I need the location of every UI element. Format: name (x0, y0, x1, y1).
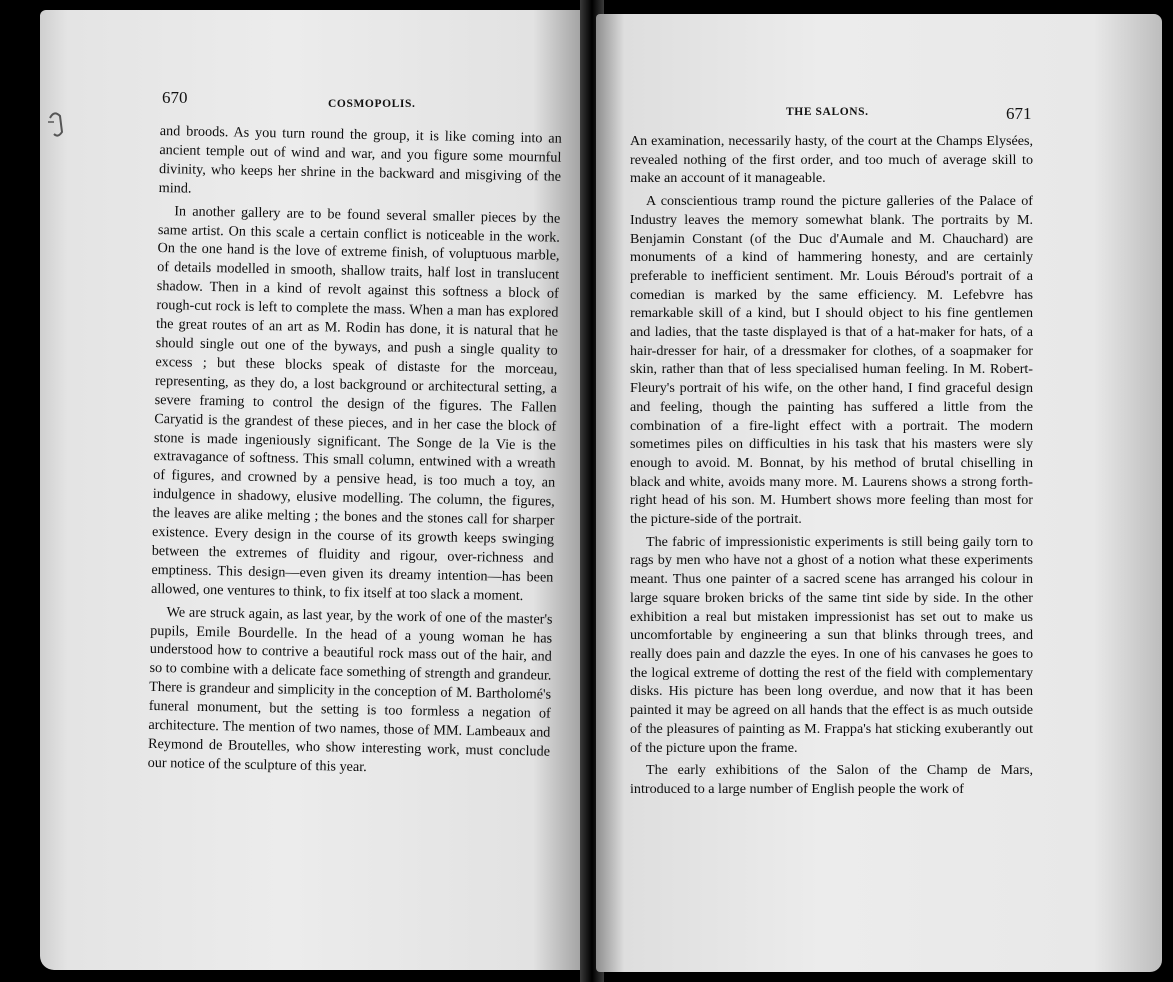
running-head: THE SALONS. (786, 106, 869, 118)
running-head: COSMOPOLIS. (328, 98, 416, 110)
page-clip-mark-icon (46, 108, 70, 142)
paragraph: In another gallery are to be found several smaller pieces by the same artist. On this scale a certain conflict is noticeable in the work. On the one hand is the love of extreme finish, of voluptuous marble, of details modelled in smooth, shallow traits, half lost in translucent shadow. Then in a kind of revolt against this softness a block of rough-cut rock is left to complete the mass. When a man has explored the great routes of an art as M. Rodin has done, it is natural that he should single out one of the byways, and push a single quality to excess ; but these blocks speak of distaste for the morceau, representing, as they do, a lost background or architectural setting, a severe framing to control the design of the figures. The Fallen Caryatid is the grandest of these pieces, and in her case the block of stone is made ingeniously significant. The Songe de la Vie is the extravagance of softness. This small column, entwined with a wreath of figures, and crowned by a pensive head, is too much a toy, an indulgence in shadowy, elusive modelling. The column, the figures, the leaves are alike melting ; the bones and the stones call for sharper existence. Every design in the course of its growth keeps swinging between the extremes of fluidity and rigour, over-richness and emptiness. This design—even given its dreamy intention—has been allowed, one ventures to think, to fix itself at too slack a moment. (150, 202, 561, 604)
paragraph: We are struck again, as last year, by the work of one of the master's pupils, Emile Bourdelle. In the head of a young woman he has understood how to contrive a beautiful rock mass out of the hair, and so to combine with a delicate face something of strength and grandeur. There is grandeur and simplicity in the conception of M. Bartholomé's funeral monument, but the setting is too formless a negation of architecture. The mention of two names, those of MM. Lambeaux and Reymond de Broutelles, who show interesting work, must conclude our notice of the sculpture of this year. (147, 603, 553, 775)
body-text (148, 122, 562, 780)
paragraph: The fabric of impressionistic experiments is still being gaily torn to rags by men who have not a ghost of a notion what these experiments meant. Thus one painter of a sacred scene has arranged his colour in large square broken bricks of the same tint side by side. In the other exhibition a real but mistaken impressionist has set out to make us uncomfortable by engineering a sun that blinks through trees, and really does pain and dazzle the eyes. In one of his canvases he goes to the logical extreme of dotting the rest of the field with complementary disks. His picture has been long overdue, and now that it has been painted it may be agreed on all hands that the effect is as much outside of the pleasures of painting as M. Frappa's hat sticking exuberantly out of the picture upon the frame. (630, 533, 1033, 756)
left-page (40, 10, 588, 970)
paragraph: and broods. As you turn round the group, it is like coming into an ancient temple out of wind and war, and you figure some mournful divinity, who keeps her shrine in the backward and misgiving of the mind. (158, 122, 562, 197)
paragraph: An examination, necessarily hasty, of the court at the Champs Elysées, revealed nothing of the first order, and too much of average skill to make an account of it manageable. (630, 133, 1033, 187)
paragraph: A conscientious tramp round the picture galleries of the Palace of Industry leaves the memory somewhat blank. The portraits by M. Benjamin Constant (of the Duc d'Aumale and M. Chauchard) are monuments of a kind of hammering honesty, and are certainly preferable to inefficient sentiment. Mr. Louis Béroud's portrait of a comedian is marked by the same efficiency. M. Lefebvre has remarkable skill of a kind, but I should object to his fine gentlemen and ladies, that the taste displayed is that of a hat-maker for hats, of a hair-dresser for hair, of a dressmaker for clothes, of a soapmaker for skin, rather than that of less specialised human feeling. In M. Robert-Fleury's portrait of his wife, on the other hand, I find graceful design and feeling, though the painting has suffered a little from the combination of a fire-light effect with a portrait. The modern sometimes piles on difficulties in his task that his masters were sly enough to avoid. M. Bonnat, by his method of brutal chiselling in black and white, avoids many more. M. Laurens shows a strong forth-right head of his son. M. Humbert shows more feeling than most for the picture-side of the portrait. (630, 193, 1033, 528)
body-text (630, 132, 1033, 799)
page-number: 670 (162, 88, 188, 107)
right-page (596, 14, 1162, 972)
page-number: 671 (1006, 104, 1032, 123)
paragraph: The early exhibitions of the Salon of the Champ de Mars, introduced to a large number of English people the work of (630, 762, 1033, 797)
